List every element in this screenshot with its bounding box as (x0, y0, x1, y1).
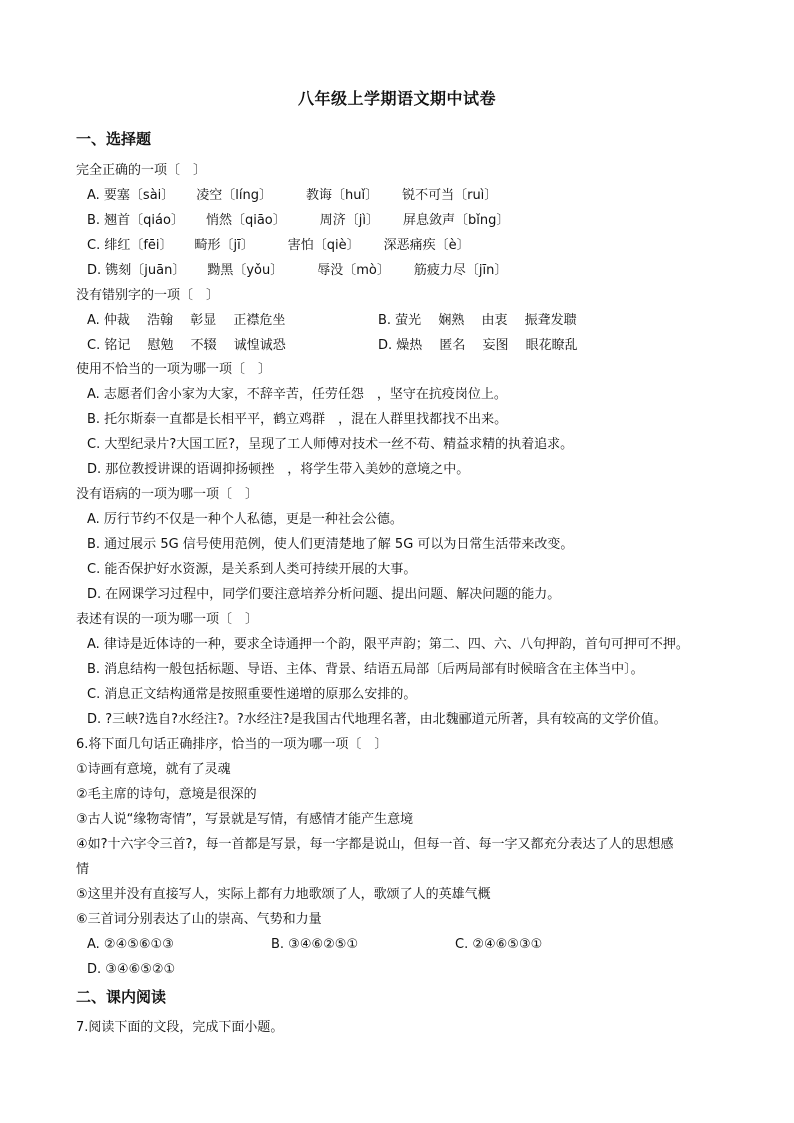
question-6-option-a: A. ②④⑤⑥①③ (87, 937, 174, 952)
option-part: 屏息敛声〔bǐng〕 (403, 213, 510, 228)
question-4-option-d: D. 在网课学习过程中，同学们要注意培养分析问题、提出问题、解决问题的能力。 (87, 587, 561, 602)
question-3-stem: 使用不恰当的一项为哪一项〔 〕 (76, 362, 272, 377)
question-3-option-c: C. 大型纪录片?大国工匠?，呈现了工人师傅对技术一丝不苟、精益求精的执着追求。 (87, 437, 574, 452)
option-part: 教诲〔huǐ〕 (306, 188, 379, 203)
option-part: A. 要塞〔sài〕 (87, 188, 175, 203)
question-6-item: ⑤这里并没有直接写人，实际上都有力地歌颂了人，歌颂了人的英雄气概 (76, 887, 491, 902)
section-heading-reading: 二、课内阅读 (76, 988, 167, 1006)
page-title: 八年级上学期语文期中试卷 (297, 89, 496, 108)
question-4-option-b: B. 通过展示 5G 信号使用范例，使人们更清楚地了解 5G 可以为日常生活带来改变。 (87, 537, 574, 552)
option-part: 害怕〔qiè〕 (287, 238, 360, 253)
option-part: D. 镌刻〔juān〕 (87, 263, 186, 278)
question-6-option-d: D. ③④⑥⑤②① (87, 962, 176, 977)
option-part: 周济〔jì〕 (319, 213, 379, 228)
option-part: 悄然〔qiāo〕 (205, 213, 286, 228)
question-4-option-a: A. 厉行节约不仅是一种个人私德，更是一种社会公德。 (87, 512, 403, 527)
question-1-option-d (87, 262, 507, 280)
option-part: C. 绯红〔fēi〕 (87, 238, 173, 253)
question-5-option-b: B. 消息结构一般包括标题、导语、主体、背景、结语五局部〔后两局部有时候暗含在主体当中〕。 (87, 662, 644, 677)
question-1-option-a (87, 187, 497, 205)
question-3-option-d: D. 那位教授讲课的语调抑扬顿挫 ，将学生带入美妙的意境之中。 (87, 462, 470, 477)
question-1-option-b (87, 212, 509, 230)
section-heading-choice: 一、选择题 (76, 130, 152, 148)
question-3-option-b: B. 托尔斯泰一直都是长相平平，鹤立鸡群 ，混在人群里找都找不出来。 (87, 412, 508, 427)
question-6-item: ④如?十六字令三首?，每一首都是写景，每一字都是说山，但每一首、每一字又都充分表达了人的思想感 (76, 837, 674, 852)
option-part: 筋疲力尽〔jīn〕 (413, 263, 508, 278)
question-6-item: ⑥三首词分别表达了山的崇高、气势和力量 (76, 912, 322, 927)
question-7-stem: 7.阅读下面的文段，完成下面小题。 (76, 1020, 284, 1035)
question-5-option-d: D. ?三峡?选自?水经注?。?水经注?是我国古代地理名著，由北魏郦道元所著，具有较高的文学价值。 (87, 712, 667, 727)
question-2-stem: 没有错别字的一项〔 〕 (76, 288, 220, 303)
question-6-option-c: C. ②④⑥⑤③① (455, 937, 543, 952)
question-2-option-b: B. 萤光 娴熟 由衷 振聋发聩 (378, 313, 577, 328)
option-part: 凌空〔líng〕 (196, 188, 272, 203)
question-5-stem: 表述有误的一项为哪一项〔 〕 (76, 612, 259, 627)
question-4-stem: 没有语病的一项为哪一项〔 〕 (76, 487, 259, 502)
option-part: 辱没〔mò〕 (317, 263, 390, 278)
question-6-item: 情 (76, 862, 90, 877)
question-2-option-c: C. 铭记 慰勉 不辍 诚惶诚恐 (87, 338, 286, 353)
question-4-option-c: C. 能否保护好水资源，是关系到人类可持续开展的大事。 (87, 562, 417, 577)
option-part: 黝黑〔yǒu〕 (207, 263, 284, 278)
question-3-option-a: A. 志愿者们舍小家为大家，不辞辛苦，任劳任怨 ，坚守在抗疫岗位上。 (87, 387, 507, 402)
option-part: B. 翘首〔qiáo〕 (87, 213, 184, 228)
option-part: 畸形〔jī〕 (194, 238, 254, 253)
question-5-option-c: C. 消息正文结构通常是按照重要性递增的原那么安排的。 (87, 687, 417, 702)
question-1-option-c (87, 237, 470, 255)
option-part: 深恶痛疾〔è〕 (383, 238, 470, 253)
question-6-stem: 6.将下面几句话正确排序，恰当的一项为哪一项〔 〕 (76, 737, 388, 752)
question-1-stem: 完全正确的一项〔 〕 (76, 163, 207, 178)
question-6-item: ③古人说“缘物寄情”，写景就是写情，有感情才能产生意境 (76, 812, 414, 827)
question-6-item: ①诗画有意境，就有了灵魂 (76, 762, 231, 777)
question-2-option-a: A. 仲裁 浩翰 彰显 正襟危坐 (87, 313, 286, 328)
question-6-item: ②毛主席的诗句，意境是很深的 (76, 787, 257, 802)
question-6-option-b: B. ③④⑥②⑤① (271, 937, 359, 952)
option-part: 锐不可当〔ruì〕 (402, 188, 498, 203)
question-2-option-d: D. 燥热 匿名 妄图 眼花瞭乱 (378, 338, 578, 353)
question-5-option-a: A. 律诗是近体诗的一种，要求全诗通押一个韵，限平声韵；第二、四、六、八句押韵，首句可押可不押。 (87, 637, 689, 652)
